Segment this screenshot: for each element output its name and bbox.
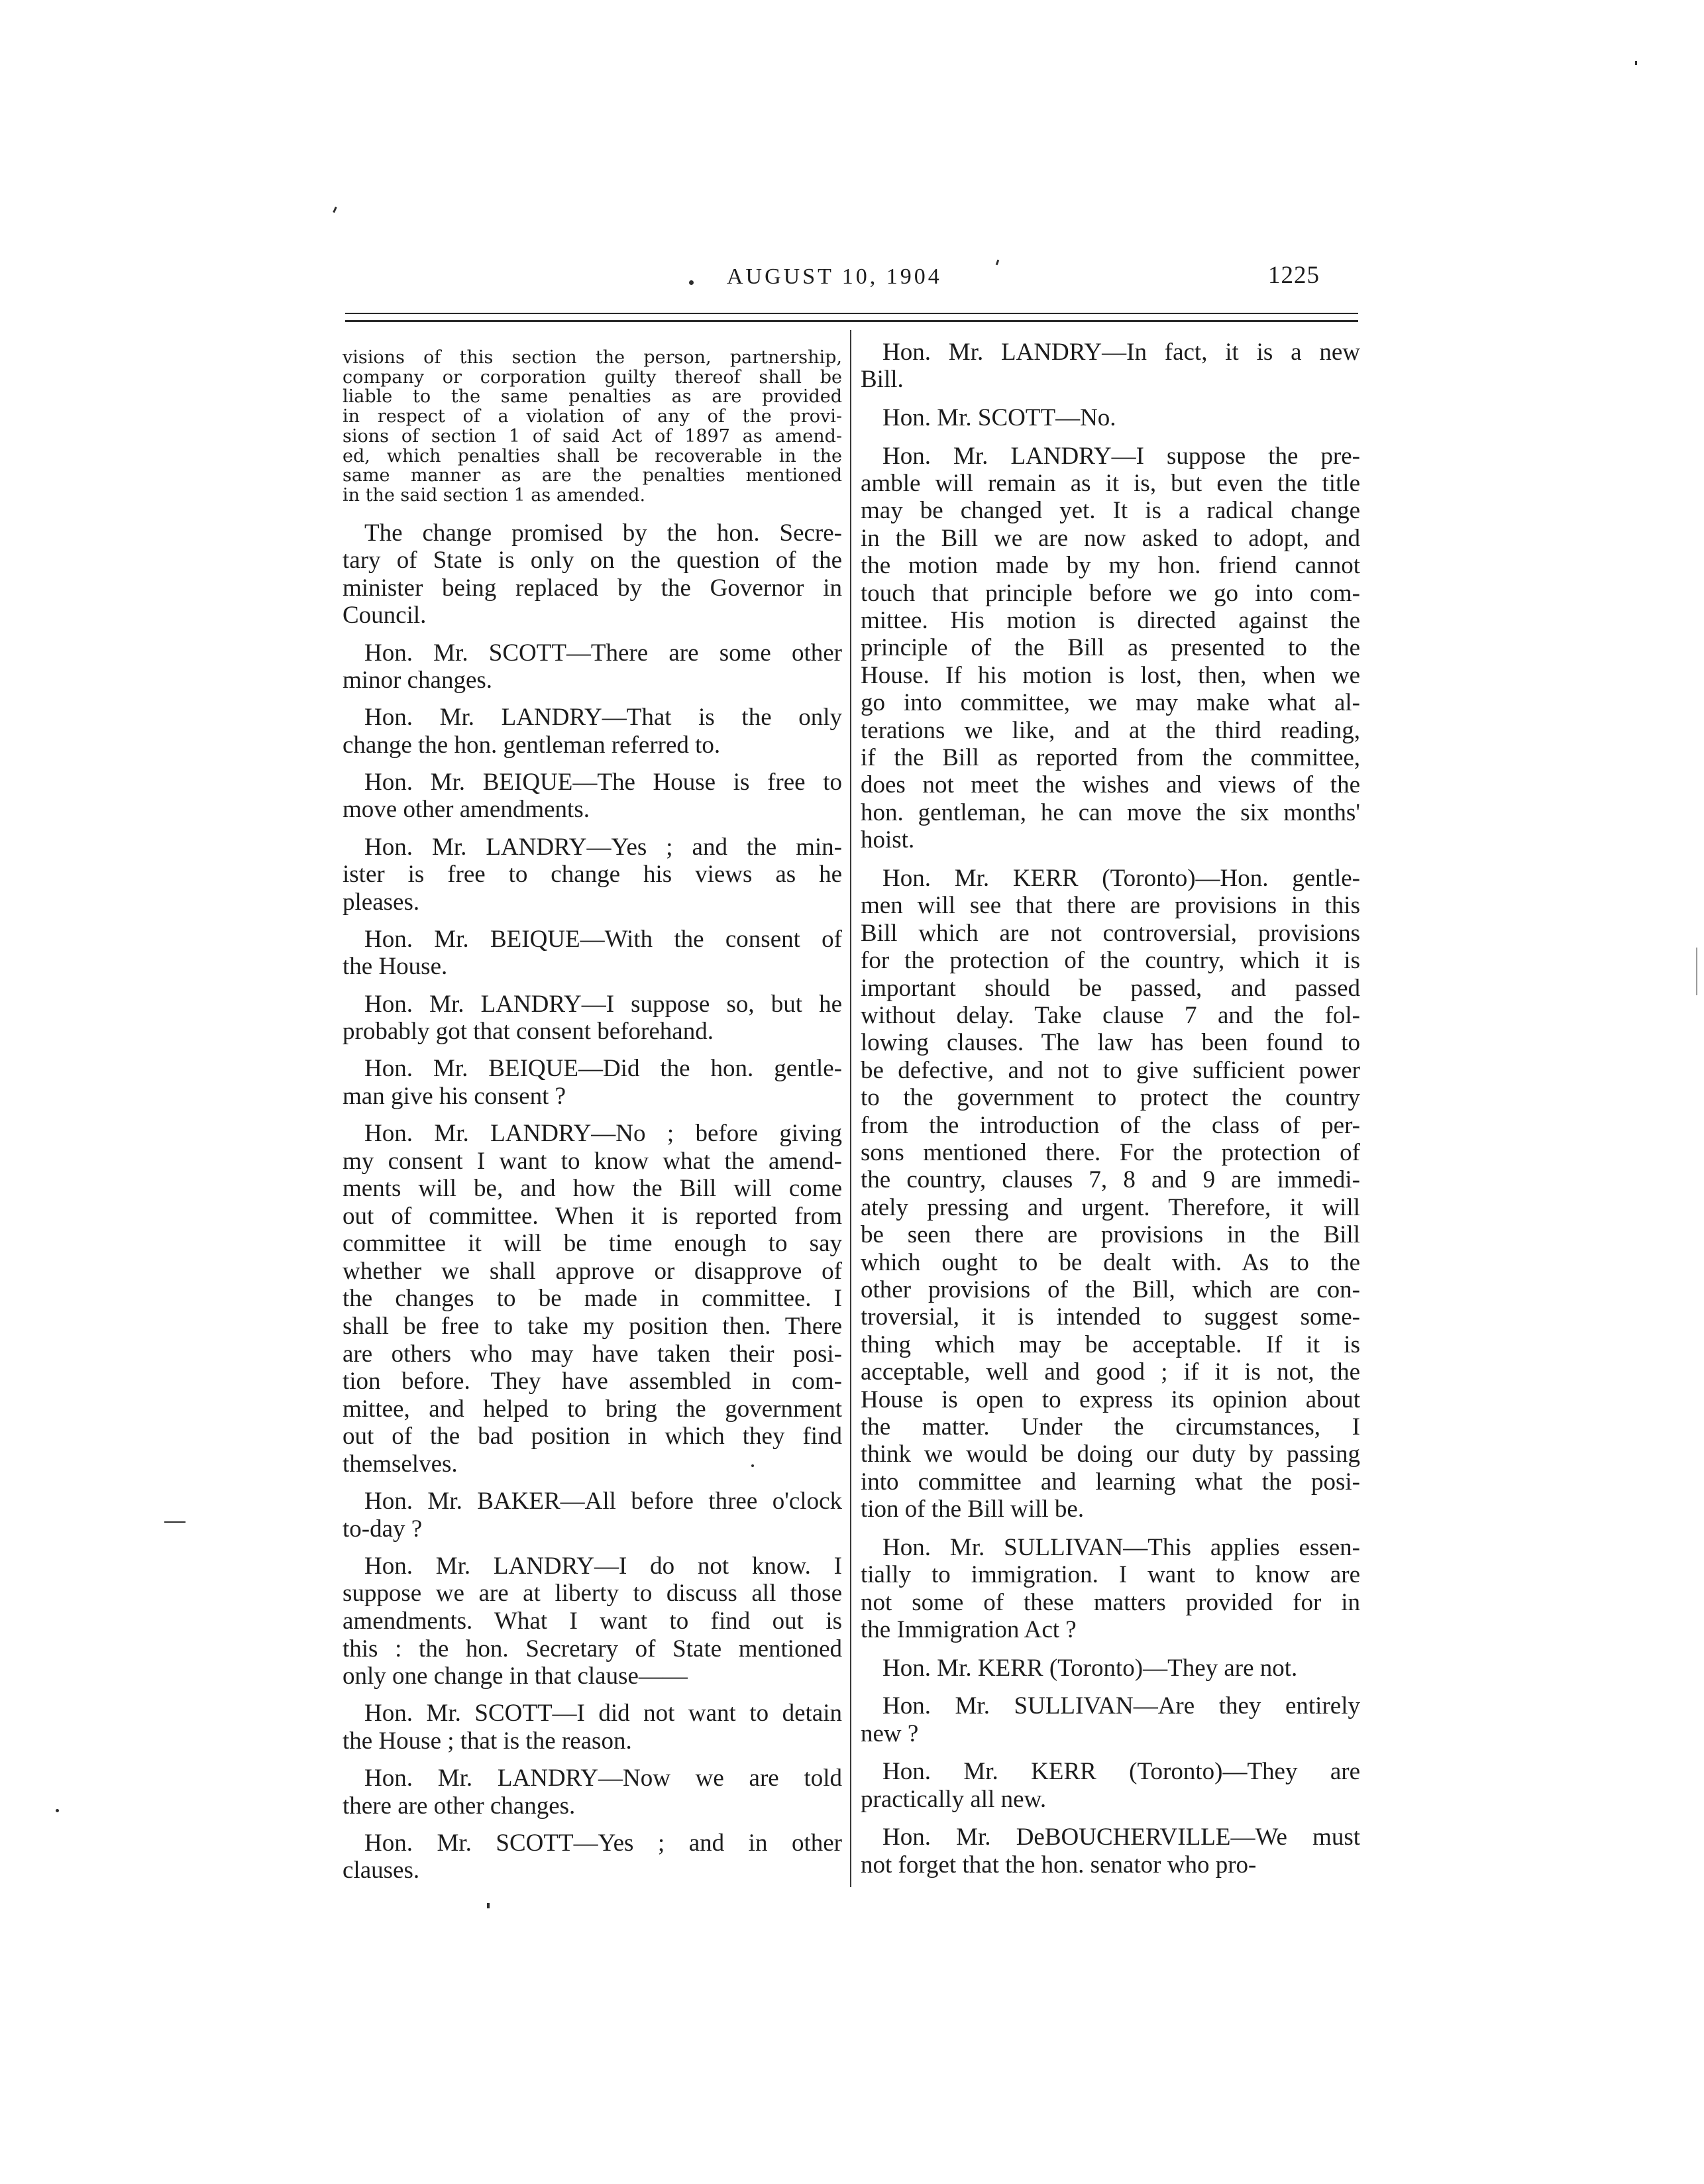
text-line: clauses. <box>343 1857 420 1884</box>
text-line: out of committee. When it is reported from <box>343 1202 842 1230</box>
text-line: Hon. Mr. LANDRY—In fact, it is a new <box>882 339 1360 366</box>
text-line: if the Bill as reported from the committee, <box>861 744 1360 772</box>
scan-speck <box>1635 61 1637 65</box>
text-line: Hon. Mr. KERR (Toronto)—They are not. <box>882 1654 1298 1682</box>
speech-paragraph <box>861 1655 1360 1682</box>
text-line: pleases. <box>343 888 420 916</box>
column-divider <box>850 330 851 1887</box>
speech-paragraph <box>343 834 842 916</box>
text-line: tially to immigration. I want to know are <box>861 1561 1360 1589</box>
text-line: other provisions of the Bill, which are con- <box>861 1276 1360 1303</box>
quoted-text-line: liable to the same penalties as are provided <box>343 386 842 408</box>
text-line: only one change in that clause—— <box>343 1663 688 1690</box>
text-line: sons mentioned there. For the protection of <box>861 1138 1360 1166</box>
scan-speck <box>1696 948 1697 995</box>
text-line: thing which may be acceptable. If it is <box>861 1331 1360 1358</box>
text-line: ately pressing and urgent. Therefore, it will <box>861 1193 1360 1221</box>
speech-paragraph <box>343 1553 842 1690</box>
scan-speck <box>164 1521 186 1523</box>
text-line: be defective, and not to give sufficient power <box>861 1056 1360 1084</box>
text-line: the Immigration Act ? <box>861 1616 1077 1644</box>
text-line: the House. <box>343 953 448 981</box>
text-line: The change promised by the hon. Secre- <box>364 519 842 547</box>
text-line: for the protection of the country, which it is <box>861 947 1360 975</box>
text-line: new ? <box>861 1720 919 1747</box>
speech-paragraph <box>343 704 842 759</box>
scan-speck <box>333 207 337 213</box>
text-line: suppose we are at liberty to discuss all those <box>343 1580 842 1608</box>
text-line: probably got that consent beforehand. <box>343 1018 714 1046</box>
text-line: House is open to express its opinion about <box>861 1386 1360 1413</box>
text-line: Council. <box>343 602 427 629</box>
text-line: the motion made by my hon. friend cannot <box>861 552 1360 580</box>
speech-paragraph <box>861 865 1360 1523</box>
text-line: practically all new. <box>861 1785 1047 1813</box>
text-line: not forget that the hon. senator who pro- <box>861 1851 1257 1879</box>
quoted-text-line: in the said section 1 as amended. <box>343 484 646 506</box>
text-line: Hon. Mr. LANDRY—No ; before giving <box>364 1119 842 1147</box>
text-line: whether we shall approve or disapprove of <box>343 1257 842 1285</box>
text-line: amendments. What I want to find out is <box>343 1608 842 1635</box>
text-line: Hon. Mr. KERR (Toronto)—Hon. gentle- <box>882 864 1360 892</box>
text-line: without delay. Take clause 7 and the fol- <box>861 1001 1360 1029</box>
quoted-text-line: company or corporation guilty thereof shall be <box>343 366 842 388</box>
text-line: minor changes. <box>343 667 493 694</box>
text-line: Hon. Mr. SCOTT—I did not want to detain <box>364 1700 842 1727</box>
text-line: Hon. Mr. SULLIVAN—Are they entirely <box>882 1692 1360 1720</box>
text-line: principle of the Bill as presented to the <box>861 634 1360 662</box>
text-line: Hon. Mr. LANDRY—That is the only <box>364 704 842 732</box>
scan-speck <box>689 280 694 285</box>
speech-paragraph <box>343 1700 842 1755</box>
text-line: Hon. Mr. SCOTT—No. <box>882 404 1116 431</box>
text-line: troversial, it is intended to suggest some- <box>861 1303 1360 1331</box>
text-line: minister being replaced by the Governor in <box>343 574 842 602</box>
left-column <box>343 348 842 1884</box>
speech-paragraph <box>343 1765 842 1820</box>
speech-paragraph <box>861 1692 1360 1747</box>
text-line: the country, clauses 7, 8 and 9 are immedi- <box>861 1166 1360 1194</box>
quoted-text-line: ed, which penalties shall be recoverable in the <box>343 445 842 466</box>
quoted-text-line: sions of section 1 of said Act of 1897 as amend- <box>343 425 842 447</box>
text-line: amble will remain as it is, but even the title <box>861 470 1360 497</box>
text-line: may be changed yet. It is a radical change <box>861 497 1360 525</box>
speech-paragraph <box>343 519 842 629</box>
text-line: mittee. His motion is directed against the <box>861 607 1360 635</box>
text-line: the matter. Under the circumstances, I <box>861 1413 1360 1441</box>
text-line: Hon. Mr. SULLIVAN—This applies essen- <box>882 1533 1360 1561</box>
text-line: hoist. <box>861 826 915 854</box>
text-line: Hon. Mr. LANDRY—Yes ; and the min- <box>364 833 842 861</box>
text-line: Hon. Mr. SCOTT—Yes ; and in other <box>364 1829 842 1857</box>
text-line: out of the bad position in which they find <box>343 1423 842 1450</box>
text-line: themselves. <box>343 1450 458 1478</box>
text-line: Hon. Mr. LANDRY—I do not know. I <box>364 1552 842 1580</box>
text-line: hon. gentleman, he can move the six months' <box>861 798 1360 826</box>
text-line: change the hon. gentleman referred to. <box>343 731 721 759</box>
text-line: acceptable, well and good ; if it is not, the <box>861 1358 1360 1386</box>
text-line: Bill which are not controversial, provisions <box>861 919 1360 947</box>
text-line: tary of State is only on the question of the <box>343 547 842 574</box>
text-line: Hon. Mr. DeBOUCHERVILLE—We must <box>882 1824 1360 1851</box>
text-line: in the Bill we are now asked to adopt, and <box>861 524 1360 552</box>
text-line: the House ; that is the reason. <box>343 1727 632 1755</box>
right-column <box>861 339 1360 1879</box>
speech-paragraph <box>343 991 842 1046</box>
text-line: lowing clauses. The law has been found to <box>861 1029 1360 1057</box>
speech-paragraph <box>861 443 1360 854</box>
text-line: be seen there are provisions in the Bill <box>861 1221 1360 1249</box>
text-line: tion before. They have assembled in com- <box>343 1368 842 1395</box>
text-line: House. If his motion is lost, then, when we <box>861 661 1360 689</box>
speech-paragraph <box>343 1120 842 1478</box>
text-line: move other amendments. <box>343 796 590 824</box>
text-line: Hon. Mr. LANDRY—I suppose so, but he <box>364 990 842 1018</box>
text-line: men will see that there are provisions in this <box>861 892 1360 920</box>
text-line: terations we like, and at the third reading, <box>861 716 1360 744</box>
speech-paragraph <box>343 1055 842 1110</box>
text-line: important should be passed, and passed <box>861 974 1360 1002</box>
text-line: to-day ? <box>343 1515 423 1543</box>
page-number: 1225 <box>1268 262 1320 289</box>
text-line: shall be free to take my position then. There <box>343 1313 842 1340</box>
scan-speck <box>56 1809 59 1812</box>
text-line: Bill. <box>861 366 904 394</box>
text-line: from the introduction of the class of per- <box>861 1111 1360 1139</box>
text-line: Hon. Mr. SCOTT—There are some other <box>364 639 842 667</box>
text-line: Hon. Mr. BEIQUE—Did the hon. gentle- <box>364 1055 842 1083</box>
text-line: my consent I want to know what the amend- <box>343 1147 842 1175</box>
text-line: which ought to be dealt with. As to the <box>861 1248 1360 1276</box>
left-column-debate <box>343 519 842 1884</box>
text-line: ister is free to change his views as he <box>343 861 842 889</box>
scan-speck <box>751 1464 754 1467</box>
right-column-debate <box>861 339 1360 1879</box>
speech-paragraph <box>861 1758 1360 1813</box>
speech-paragraph <box>343 926 842 981</box>
text-line: man give his consent ? <box>343 1082 566 1110</box>
text-line: there are other changes. <box>343 1792 576 1820</box>
text-line: Hon. Mr. LANDRY—I suppose the pre- <box>882 442 1360 470</box>
text-line: tion of the Bill will be. <box>861 1496 1085 1523</box>
text-line: mittee, and helped to bring the government <box>343 1395 842 1423</box>
text-line: this : the hon. Secretary of State mentioned <box>343 1635 842 1663</box>
speech-paragraph <box>343 639 842 694</box>
scan-speck <box>996 260 1000 266</box>
speech-paragraph <box>861 404 1360 431</box>
text-line: Hon. Mr. BEIQUE—The House is free to <box>364 768 842 796</box>
text-line: go into committee, we may make what al- <box>861 689 1360 717</box>
text-line: to the government to protect the country <box>861 1084 1360 1112</box>
text-line: Hon. Mr. BEIQUE—With the consent of <box>364 925 842 953</box>
text-line: committee it will be time enough to say <box>343 1230 842 1258</box>
speech-paragraph <box>343 769 842 824</box>
text-line: the changes to be made in committee. I <box>343 1285 842 1313</box>
speech-paragraph <box>861 339 1360 394</box>
text-line: are others who may have taken their posi- <box>343 1340 842 1368</box>
text-line: Hon. Mr. LANDRY—Now we are told <box>364 1764 842 1792</box>
quoted-statute-text <box>343 348 842 506</box>
text-line: ments will be, and how the Bill will come <box>343 1175 842 1203</box>
text-line: touch that principle before we go into com- <box>861 579 1360 607</box>
text-line: Hon. Mr. KERR (Toronto)—They are <box>882 1758 1360 1786</box>
header-rule-thick <box>345 320 1358 322</box>
scan-speck <box>487 1903 490 1908</box>
page-header-date: AUGUST 10, 1904 <box>727 264 942 289</box>
speech-paragraph <box>343 1488 842 1543</box>
speech-paragraph <box>343 1829 842 1884</box>
text-line: does not meet the wishes and views of the <box>861 771 1360 799</box>
quoted-text-line: same manner as are the penalties mentioned <box>343 465 842 486</box>
header-rule-thin <box>345 313 1358 314</box>
text-line: into committee and learning what the posi- <box>861 1468 1360 1496</box>
quoted-text-line: visions of this section the person, partnership, <box>343 347 842 368</box>
text-line: Hon. Mr. BAKER—All before three o'clock <box>364 1488 842 1515</box>
text-line: not some of these matters provided for in <box>861 1588 1360 1616</box>
speech-paragraph <box>861 1824 1360 1879</box>
text-line: think we would be doing our duty by passing <box>861 1441 1360 1468</box>
speech-paragraph <box>861 1534 1360 1644</box>
quoted-text-line: in respect of a violation of any of the provi- <box>343 406 842 427</box>
